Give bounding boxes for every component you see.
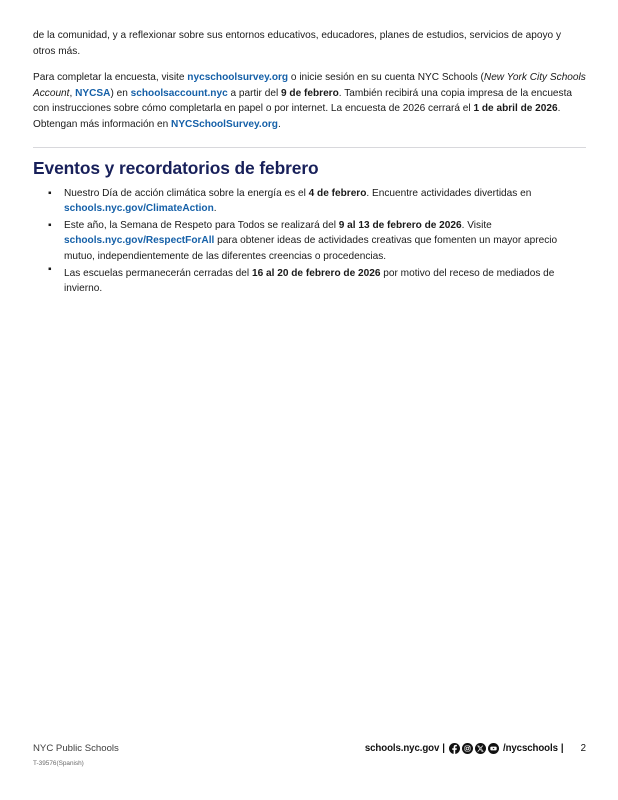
social-icon-row (449, 743, 499, 754)
inline-link[interactable]: NYCSA (75, 87, 111, 99)
inline-text: de la comunidad, y a reflexionar sobre sus entornos educativos, educadores, planes de estudios, servicios de apoyo y otros más. (33, 30, 561, 57)
x-twitter-icon[interactable] (475, 743, 486, 754)
inline-text: a partir del (227, 87, 281, 99)
section-divider (33, 147, 586, 148)
inline-text: , (69, 87, 76, 99)
footer-handle-separator: | (560, 743, 564, 754)
footer-website[interactable]: schools.nyc.gov (364, 743, 440, 754)
youtube-icon[interactable] (488, 743, 499, 754)
list-item (33, 263, 586, 297)
inline-text: . Visite (461, 219, 492, 231)
inline-bold: 9 al 13 de febrero de 2026 (338, 219, 462, 231)
inline-bold: 4 de febrero (308, 187, 367, 199)
list-item (33, 218, 586, 265)
footer-page-number: 2 (580, 743, 586, 754)
list-item-text (64, 188, 531, 215)
inline-text: Nuestro Día de acción climática sobre la energía es el (64, 187, 309, 199)
footer-right-block (365, 743, 586, 754)
inline-link[interactable]: schools.nyc.gov/ClimateAction (64, 203, 214, 215)
bullet-marker: ▪ (48, 187, 52, 199)
inline-text: Las escuelas permanecerán cerradas del (64, 267, 252, 279)
footer-publication-code: T-39576(Spanish) (33, 760, 84, 767)
inline-text: para obtener ideas de actividades creativas que fomenten un mayor aprecio mutuo, independientemente de las diferentes creencias o procedencias. (64, 235, 558, 262)
footer-left-block (33, 742, 119, 769)
inline-text: o inicie sesión en su cuenta NYC Schools ( (288, 72, 484, 84)
inline-bold: 1 de abril de 2026 (473, 103, 558, 115)
list-item-text (64, 268, 554, 295)
footer-social-handle: /nycschools (502, 743, 558, 754)
inline-text: ) en (110, 87, 131, 99)
section-heading-events: Eventos y recordatorios de febrero (33, 157, 319, 178)
page-footer (33, 742, 586, 782)
instagram-icon[interactable] (462, 743, 473, 754)
inline-text: por motivo del receso de mediados de invierno. (64, 267, 555, 295)
inline-text: Para completar la encuesta, visite (33, 72, 188, 84)
inline-text: . Obtengan más información en (33, 103, 561, 130)
paragraph-survey (33, 70, 586, 132)
inline-link[interactable]: schools.nyc.gov/RespectForAll (64, 235, 215, 247)
events-list (33, 186, 586, 297)
inline-text: . (277, 118, 281, 130)
inline-text: . (213, 203, 217, 215)
list-item (33, 186, 586, 217)
footer-organization: NYC Public Schools (33, 743, 119, 754)
footer-separator: | (442, 743, 445, 754)
paragraph-community (33, 28, 586, 59)
inline-text: . Encuentre actividades divertidas en (366, 187, 532, 199)
inline-text: Este año, la Semana de Respeto para Todos se realizará del (64, 219, 339, 231)
inline-italic: New York City Schools Account (33, 72, 586, 99)
bullet-marker: ▪ (48, 219, 52, 231)
document-content (33, 28, 586, 298)
inline-text: . También recibirá una copia impresa de la encuesta con instrucciones sobre cómo completarla en papel o por internet. La encuesta de 2026 cerrará el (33, 87, 573, 115)
bullet-marker: ▪ (48, 263, 52, 275)
inline-link[interactable]: NYCSchoolSurvey.org (171, 118, 278, 130)
inline-bold: 16 al 20 de febrero de 2026 (251, 267, 381, 279)
facebook-icon[interactable] (449, 743, 460, 754)
list-item-text (64, 220, 557, 262)
inline-link[interactable]: schoolsaccount.nyc (130, 87, 228, 99)
inline-link[interactable]: nycschoolsurvey.org (187, 72, 289, 84)
inline-bold: 9 de febrero (281, 87, 339, 99)
